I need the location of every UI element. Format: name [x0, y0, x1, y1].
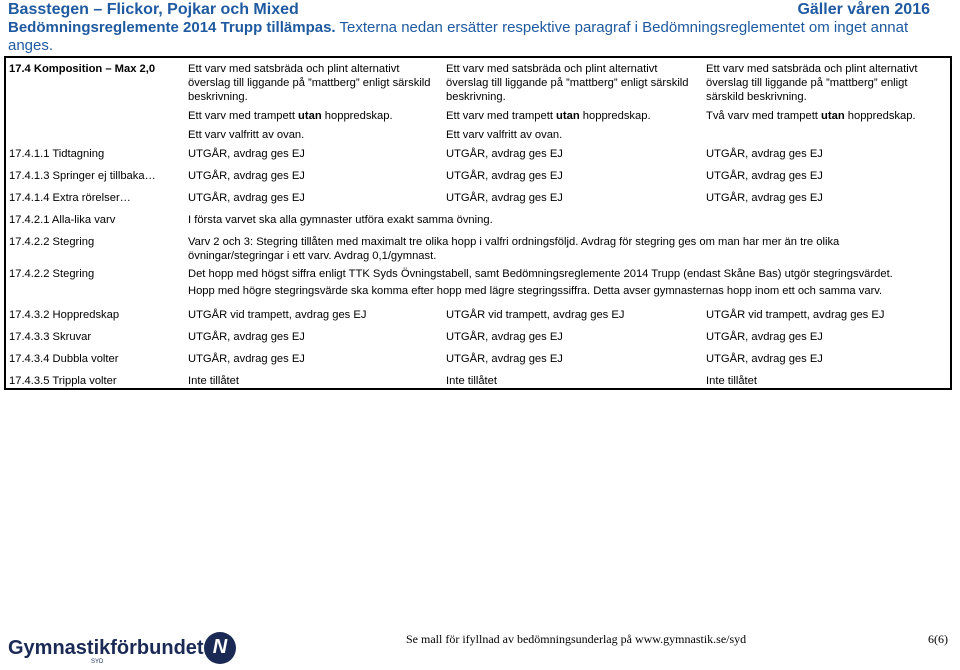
logo-syd: SYD [91, 659, 104, 665]
row-cell: UTGÅR, avdrag ges EJ [706, 170, 823, 182]
col1-extra: Ett varv valfritt av ovan. [188, 129, 305, 141]
row-cell: UTGÅR, avdrag ges EJ [446, 170, 563, 182]
row-cell: UTGÅR, avdrag ges EJ [706, 353, 823, 365]
logo-text: Gymnastikförbundet [8, 637, 204, 659]
col3-intro: Ett varv med satsbräda och plint alternativt överslag till liggande på ”mattberg” enligt särskild beskrivning. [706, 63, 918, 103]
row-wide-cell: Det hopp med högst siffra enligt TTK Syds Övningstabell, samt Bedömningsreglemente 2014 Trupp (endast Skåne Bas) utgör stegringsvärdet. Hopp med högre stegringsvärde ska komma efter hopp med lägre stegringssiffra. Detta avser gymnasternas hopp inom ett och samma varv. [188, 268, 893, 297]
col2-extra: Ett varv valfritt av ovan. [446, 129, 563, 141]
row-cell: UTGÅR, avdrag ges EJ [446, 148, 563, 160]
row-cell: UTGÅR, avdrag ges EJ [446, 331, 563, 343]
col1-line: Ett varv med trampett utan hoppredskap. [188, 110, 393, 122]
row-cell: UTGÅR vid trampett, avdrag ges EJ [188, 309, 367, 321]
row-cell: Inte tillåtet [706, 375, 757, 387]
row-cell: UTGÅR, avdrag ges EJ [446, 353, 563, 365]
row-label: 17.4.2.2 Stegring [9, 268, 95, 280]
gymnastikforbundet-logo [8, 632, 238, 666]
row-label: 17.4.1.3 Springer ej tillbaka… [9, 170, 156, 182]
row-label: 17.4.3.3 Skruvar [9, 331, 92, 343]
row-wide-cell: Varv 2 och 3: Stegring tillåten med maximalt tre olika hopp i valfri ordningsföljd. Avdrag för stegring ges om man har mer än tre olika övningar/stegringar i ett varv. Avdrag 0,1/gymnast. [188, 236, 840, 262]
row-label: 17.4.1.4 Extra rörelser… [9, 192, 131, 204]
subtitle-rest: Texterna nedan ersätter respektive paragraf i Bedömningsreglementet om inget annat anges. [8, 19, 909, 54]
row-label: 17.4.3.5 Trippla volter [9, 375, 117, 387]
row-cell: UTGÅR, avdrag ges EJ [188, 331, 305, 343]
row-cell: UTGÅR vid trampett, avdrag ges EJ [446, 309, 625, 321]
row-cell: Inte tillåtet [446, 375, 497, 387]
page-title: Basstegen – Flickor, Pojkar och Mixed [8, 1, 299, 18]
composition-col2 [446, 62, 701, 142]
rules-table [4, 56, 952, 390]
row-label: 17.4.1.1 Tidtagning [9, 148, 105, 160]
page-number: 6(6) [928, 632, 948, 646]
row-cell: UTGÅR, avdrag ges EJ [706, 331, 823, 343]
row-cell: Inte tillåtet [188, 375, 239, 387]
row-cell: UTGÅR, avdrag ges EJ [188, 192, 305, 204]
composition-col3 [706, 62, 946, 123]
row-label: 17.4.3.4 Dubbla volter [9, 353, 119, 365]
row-label: 17.4.2.2 Stegring [9, 236, 95, 248]
page-header [8, 0, 952, 55]
row-cell: UTGÅR, avdrag ges EJ [446, 192, 563, 204]
row-label: 17.4.2.1 Alla-lika varv [9, 214, 116, 226]
col3-line: Två varv med trampett utan hoppredskap. [706, 110, 916, 122]
footer-note: Se mall för ifyllnad av bedömningsunderlag på www.gymnastik.se/syd [406, 632, 747, 646]
col1-intro: Ett varv med satsbräda och plint alternativt överslag till liggande på ”mattberg” enligt särskild beskrivning. [188, 63, 431, 103]
row-cell: UTGÅR, avdrag ges EJ [188, 170, 305, 182]
page-subtitle [8, 19, 952, 55]
composition-label: 17.4 Komposition – Max 2,0 [9, 63, 156, 75]
row-cell: UTGÅR, avdrag ges EJ [188, 353, 305, 365]
logo-mark-icon: N [204, 632, 236, 664]
row-wide-cell: I första varvet ska alla gymnaster utföra exakt samma övning. [188, 214, 493, 226]
col2-line: Ett varv med trampett utan hoppredskap. [446, 110, 651, 122]
validity-label: Gäller våren 2016 [797, 1, 930, 18]
subtitle-bold: Bedömningsreglemente 2014 Trupp tillämpas. [8, 19, 336, 36]
row-cell: UTGÅR, avdrag ges EJ [706, 148, 823, 160]
row-cell: UTGÅR, avdrag ges EJ [188, 148, 305, 160]
composition-col1 [188, 62, 443, 142]
row-cell: UTGÅR, avdrag ges EJ [706, 192, 823, 204]
row-cell: UTGÅR vid trampett, avdrag ges EJ [706, 309, 885, 321]
col2-intro: Ett varv med satsbräda och plint alternativt överslag till liggande på ”mattberg” enligt särskild beskrivning. [446, 63, 689, 103]
row-label: 17.4.3.2 Hoppredskap [9, 309, 120, 321]
